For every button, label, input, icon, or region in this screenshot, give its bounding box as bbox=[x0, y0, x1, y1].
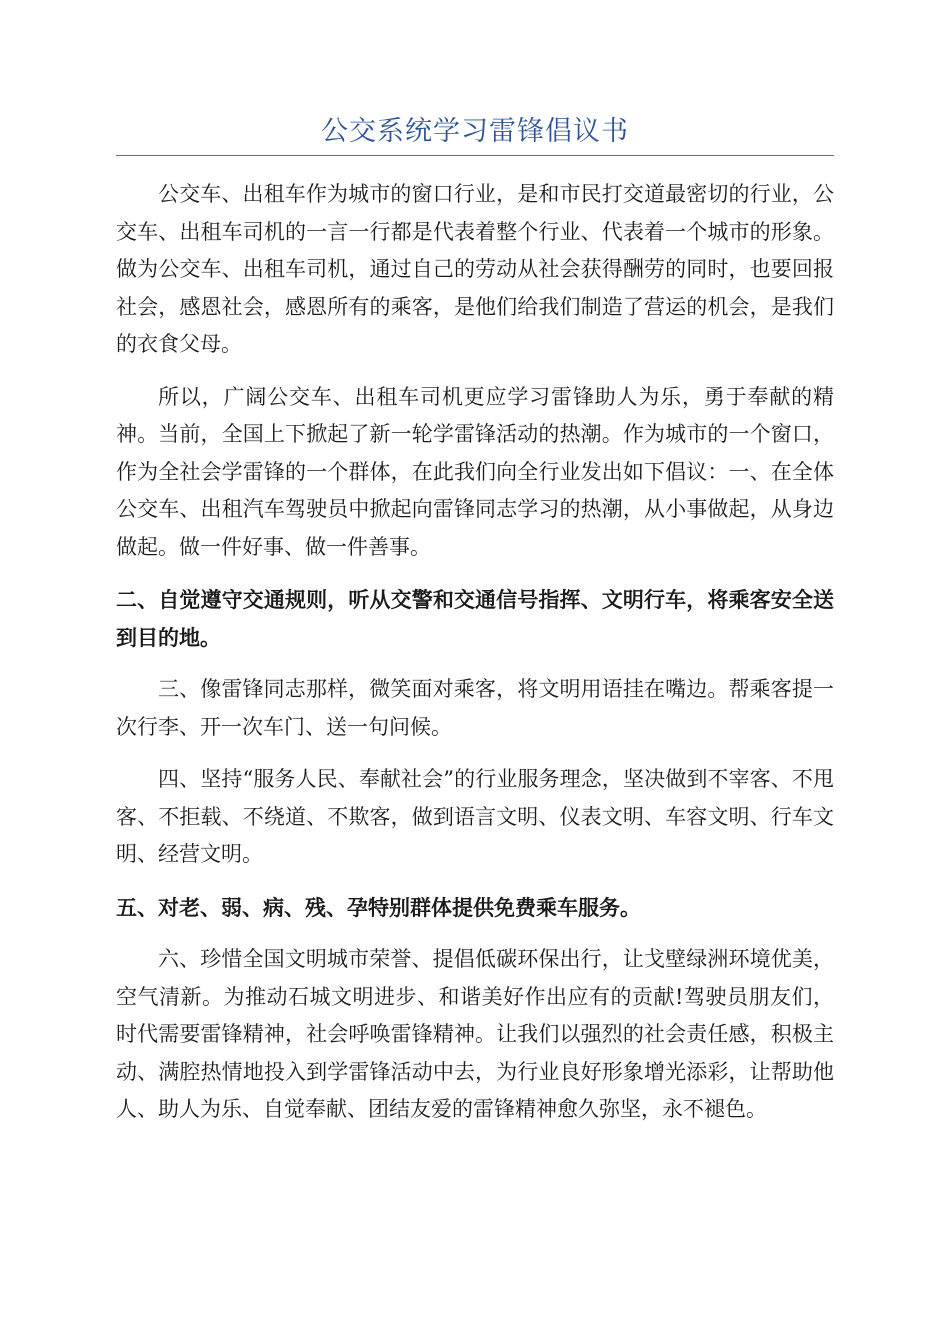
paragraph-6-bold: 五、对老、弱、病、残、孕特别群体提供免费乘车服务。 bbox=[116, 894, 641, 920]
paragraph-1: 公交车、出租车作为城市的窗口行业，是和市民打交道最密切的行业，公交车、出租车司机的一言一行都是代表着整个行业、代表着一个城市的形象。做为公交车、出租车司机，通过自己的劳动从社会获得酬劳的同时，也要回报社会，感恩社会，感恩所有的乘客，是他们给我们制造了营运的机会，是我们的衣食父母。 bbox=[116, 182, 834, 356]
paragraph-2: 所以，广阔公交车、出租车司机更应学习雷锋助人为乐，勇于奉献的精神。当前，全国上下掀起了新一轮学雷锋活动的热潮。作为城市的一个窗口，作为全社会学雷锋的一个群体，在此我们向全行业发出如下倡议：一、在全体公交车、出租汽车驾驶员中掀起向雷锋同志学习的热潮，从小事做起，从身边做起。做一件好事、做一件善事。 bbox=[116, 384, 834, 559]
paragraph-3-bold: 二、自觉遵守交通规则，听从交警和交通信号指挥、文明行车，将乘客安全送到目的地。 bbox=[116, 587, 834, 650]
document-page bbox=[116, 112, 834, 1144]
paragraph-5: 四、坚持“服务人民、奉献社会”的行业服务理念，坚决做到不宰客、不甩客、不拒载、不绕道、不欺客，做到语言文明、仪表文明、车容文明、行车文明、经营文明。 bbox=[116, 767, 834, 866]
document-title: 公交系统学习雷锋倡议书 bbox=[116, 112, 834, 156]
paragraph-7: 六、珍惜全国文明城市荣誉、提倡低碳环保出行，让戈壁绿洲环境优美，空气清新。为推动石城文明进步、和谐美好作出应有的贡献!驾驶员朋友们，时代需要雷锋精神，社会呼唤雷锋精神。让我们以强烈的社会责任感，积极主动、满腔热情地投入到学雷锋活动中去，为行业良好形象增光添彩，让帮助他人、助人为乐、自觉奉献、团结友爱的雷锋精神愈久弥坚，永不褪色。 bbox=[116, 947, 834, 1121]
paragraph-4: 三、像雷锋同志那样，微笑面对乘客，将文明用语挂在嘴边。帮乘客提一次行李、开一次车门、送一句问候。 bbox=[116, 677, 834, 739]
